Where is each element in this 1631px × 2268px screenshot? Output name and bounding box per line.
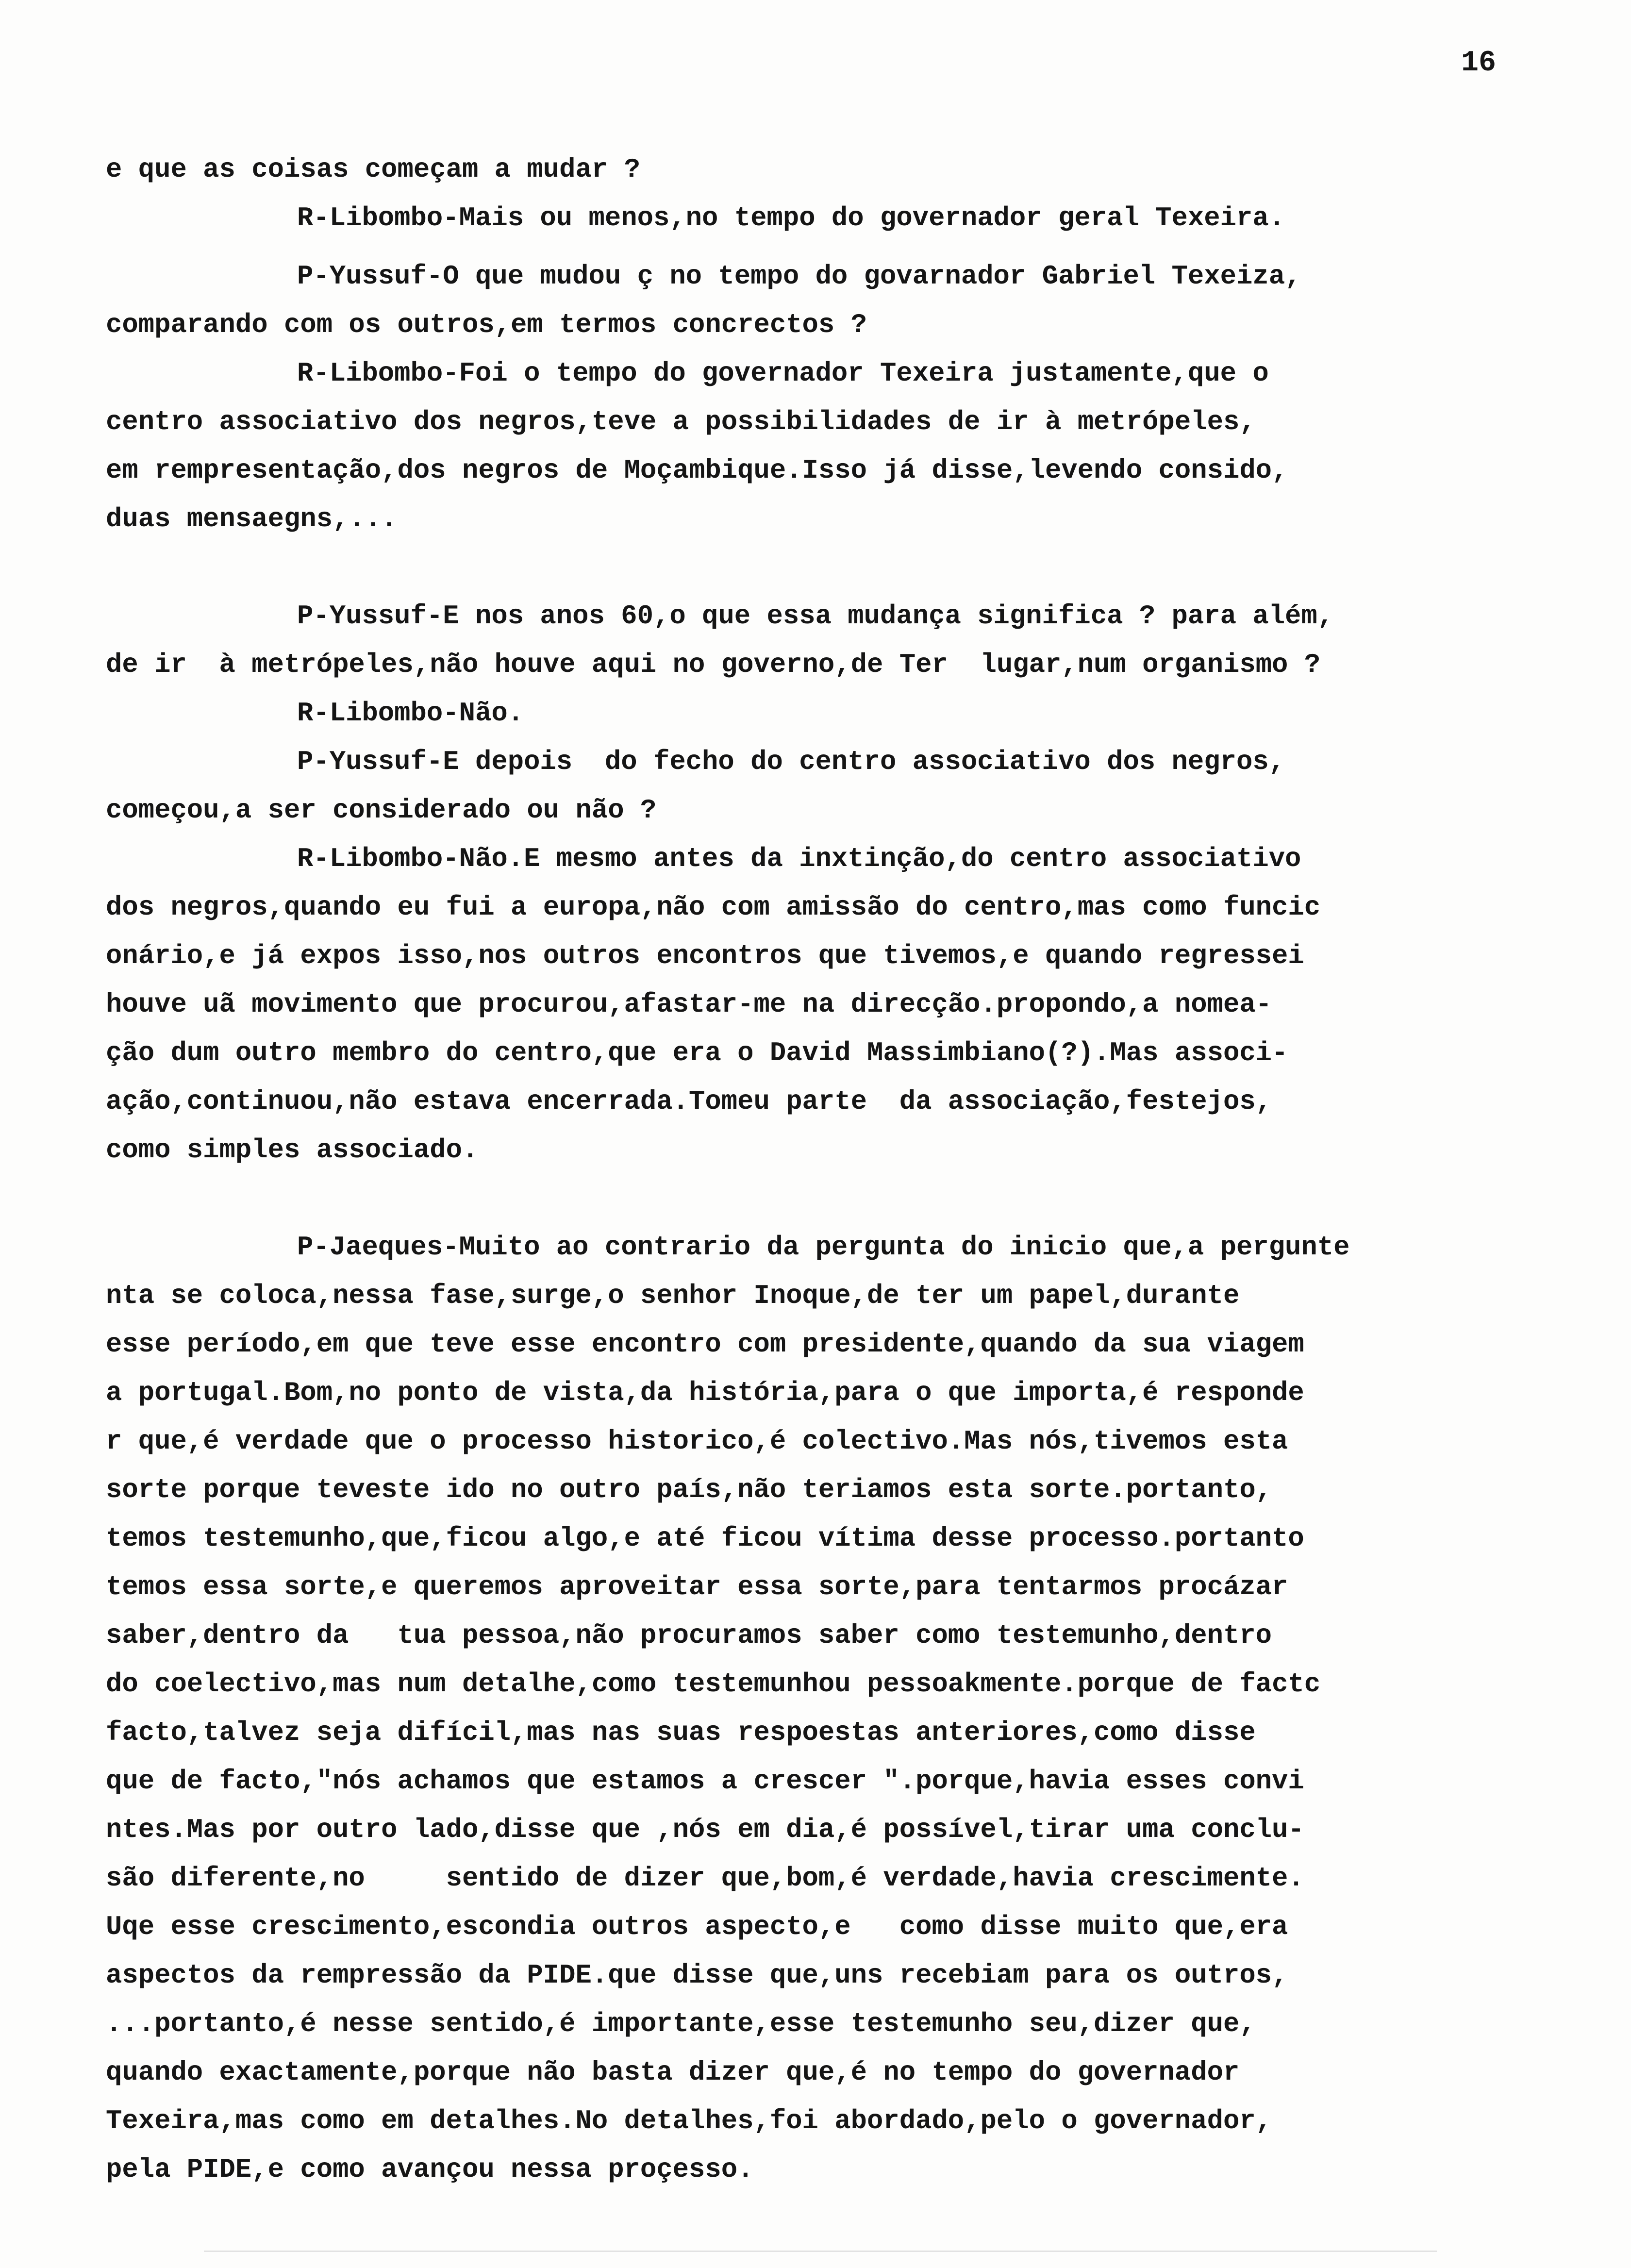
text-line: P-Yussuf-E depois do fecho do centro associativo dos negros, (297, 747, 1285, 777)
text-line: temos testemunho,que,ficou algo,e até ficou vítima desse processo.portanto (106, 1523, 1304, 1554)
text-line: de ir à metrópeles,não houve aqui no governo,de Ter lugar,num organismo ? (106, 650, 1321, 680)
text-line: saber,dentro da tua pessoa,não procuramos saber como testemunho,dentro (106, 1620, 1272, 1651)
text-line: pela PIDE,e como avançou nessa proçesso. (106, 2154, 754, 2185)
text-line: comparando com os outros,em termos concrectos ? (106, 310, 867, 340)
text-line: Uqe esse crescimento,escondia outros aspecto,e como disse muito que,era (106, 1912, 1288, 1942)
text-line: ação,continuou,não estava encerrada.Tomeu parte da associação,festejos, (106, 1086, 1272, 1117)
text-line: Texeira,mas como em detalhes.No detalhes,foi abordado,pelo o governador, (106, 2106, 1272, 2136)
text-line: começou,a ser considerado ou não ? (106, 795, 657, 826)
text-line: aspectos da rempressão da PIDE.que disse que,uns recebiam para os outros, (106, 1960, 1288, 1991)
text-line: dos negros,quando eu fui a europa,não com amissão do centro,mas como funcic (106, 892, 1321, 923)
text-line: R-Libombo-Mais ou menos,no tempo do governador geral Texeira. (297, 203, 1285, 233)
text-line: esse período,em que teve esse encontro com presidente,quando da sua viagem (106, 1329, 1304, 1360)
text-line: e que as coisas começam a mudar ? (106, 154, 640, 185)
text-line: sorte porque teveste ido no outro país,não teriamos esta sorte.portanto, (106, 1475, 1272, 1505)
text-line: centro associativo dos negros,teve a possibilidades de ir à metrópeles, (106, 407, 1256, 437)
text-line: a portugal.Bom,no ponto de vista,da história,para o que importa,é responde (106, 1378, 1304, 1408)
text-line: nta se coloca,nessa fase,surge,o senhor Inoque,de ter um papel,durante (106, 1281, 1240, 1311)
scan-edge-line (204, 2251, 1437, 2252)
text-line: ntes.Mas por outro lado,disse que ,nós em dia,é possível,tirar uma conclu- (106, 1815, 1304, 1845)
text-line: duas mensaegns,... (106, 504, 398, 534)
text-line: quando exactamente,porque não basta dizer que,é no tempo do governador (106, 2057, 1240, 2088)
text-line: facto,talvez seja difícil,mas nas suas respoestas anteriores,como disse (106, 1718, 1256, 1748)
text-line: P-Jaeques-Muito ao contrario da pergunta do inicio que,a pergunte (297, 1232, 1350, 1263)
text-line: em rempresentação,dos negros de Moçambique.Isso já disse,levendo consido, (106, 455, 1288, 486)
text-line: P-Yussuf-O que mudou ç no tempo do govarnador Gabriel Texeiza, (297, 261, 1301, 292)
text-line: R-Libombo-Não. (297, 698, 524, 729)
text-line: ção dum outro membro do centro,que era o David Massimbiano(?).Mas associ- (106, 1038, 1288, 1068)
text-line: houve uã movimento que procurou,afastar-me na direcção.propondo,a nomea- (106, 989, 1272, 1020)
text-line: temos essa sorte,e queremos aproveitar essa sorte,para tentarmos procázar (106, 1572, 1288, 1602)
text-line: ...portanto,é nesse sentido,é importante,esse testemunho seu,dizer que, (106, 2009, 1256, 2039)
page-number: 16 (1461, 47, 1497, 80)
text-line: como simples associado. (106, 1135, 479, 1166)
text-line: R-Libombo-Não.E mesmo antes da inxtinção,do centro associativo (297, 844, 1301, 874)
text-line: onário,e já expos isso,nos outros encontros que tivemos,e quando regressei (106, 941, 1304, 971)
text-line: r que,é verdade que o processo historico,é colectivo.Mas nós,tivemos esta (106, 1426, 1288, 1457)
text-line: R-Libombo-Foi o tempo do governador Texeira justamente,que o (297, 358, 1269, 389)
text-line: são diferente,no sentido de dizer que,bom,é verdade,havia crescimente. (106, 1863, 1304, 1894)
text-line: que de facto,"nós achamos que estamos a crescer ".porque,havia esses convi (106, 1766, 1304, 1797)
text-line: P-Yussuf-E nos anos 60,o que essa mudança significa ? para além, (297, 601, 1334, 632)
text-line: do coelectivo,mas num detalhe,como testemunhou pessoakmente.porque de factc (106, 1669, 1321, 1700)
